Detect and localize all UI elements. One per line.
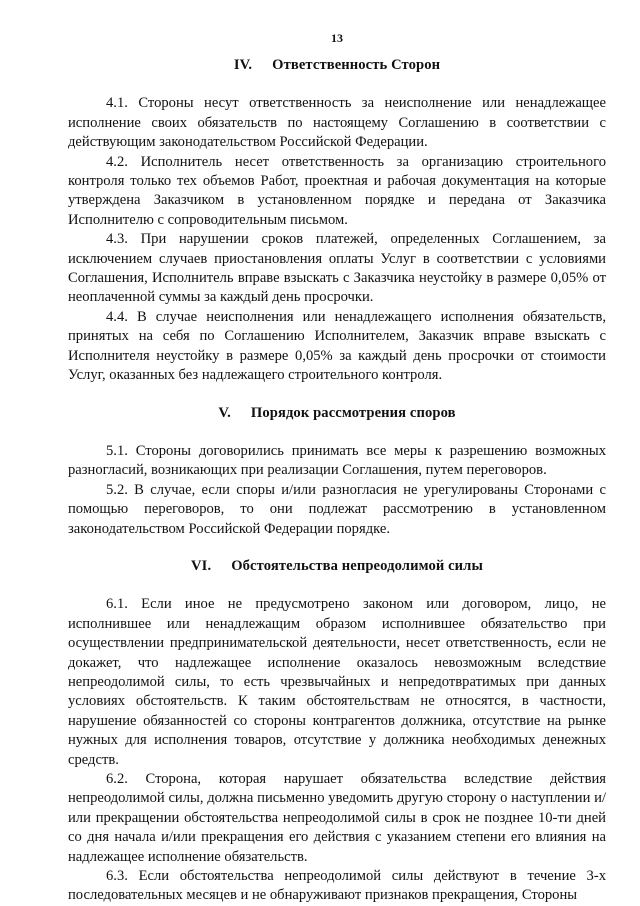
paragraph-6-3: 6.3. Если обстоятельства непреодолимой силы действуют в течение 3-х последовательных месяцев и не обнаруживают признаков прекращения, Стороны [68,868,606,904]
section-title: Ответственность Сторон [272,57,441,73]
paragraph-6-2: 6.2. Сторона, которая нарушает обязательства вследствие действия непреодолимой силы, должна письменно уведомить другую сторону о наступлении и/или прекращении обстоятельства непреодолимой силы в срок не позднее 10-ти дней со дня начала и/или прекращения его действия с указанием степени его влияния на надлежащее исполнение обязательств. [68,771,606,865]
paragraph-4-2: 4.2. Исполнитель несет ответственность за организацию строительного контроля только тех объемов Работ, проектная и рабочая документация на которые утверждена Заказчиком в установленном порядке и передана от Заказчика Исполнителю с сопроводительным письмом. [68,153,606,228]
section-title: Порядок рассмотрения споров [250,404,456,421]
section-heading [68,557,606,576]
page-number: 13 [331,31,343,45]
paragraph-6-1: 6.1. Если иное не предусмотрено законом или договором, лицо, не исполнившее или ненадлежащим образом исполнившее обязательство при осуществлении предпринимательской деятельности, несет ответственность, если не докажет, что надлежащее исполнение оказалось невозможным вследствие непреодолимой силы, то есть чрезвычайных и непредотвратимых при данных условиях обстоятельств. К таким обстоятельствам не относятся, в частности, нарушение обязанностей со стороны контрагентов должника, отсутствие на рынке нужных для исполнения товаров, отсутствие у должника необходимых денежных средств. [68,596,606,768]
section-force-majeure [68,557,606,906]
section-number: VI. [191,557,212,574]
paragraph-4-1: 4.1. Стороны несут ответственность за неисполнение или ненадлежащее исполнение своих обязательств по настоящему Соглашению в соответствии с действующим законодательством Российской Федерации. [68,95,606,151]
section-number: IV. [233,57,253,73]
section-heading [68,56,606,75]
section-title: Обстоятельства непреодолимой силы [231,557,483,574]
paragraph-5-2: 5.2. В случае, если споры и/или разногласия не урегулированы Сторонами с помощью переговоров, то они подлежат рассмотрению в установленном законодательством Российской Федерации порядке. [68,481,606,537]
section-number: V. [218,404,231,421]
paragraph-4-3: 4.3. При нарушении сроков платежей, определенных Соглашением, за исключением случаев приостановления оплаты Услуг в соответствии с условиями Соглашения, Исполнитель вправе взыскать с Заказчика неустойку в размере 0,05% от неоплаченной суммы за каждый день просрочки. [68,231,606,306]
paragraph-5-1: 5.1. Стороны договорились принимать все меры к разрешению возможных разногласий, возникающих при реализации Соглашения, путем переговоров. [68,442,606,479]
section-disputes [68,404,606,539]
section-heading [68,404,606,423]
section-liability [68,56,606,386]
paragraph-4-4: 4.4. В случае неисполнения или ненадлежащего исполнения обязательств, принятых на себя по Соглашению Исполнителем, Заказчик вправе взыскать с Исполнителя неустойку в размере 0,05% за каждый день просрочки от стоимости Услуг, оказанных без надлежащего строительного контроля. [68,308,606,384]
